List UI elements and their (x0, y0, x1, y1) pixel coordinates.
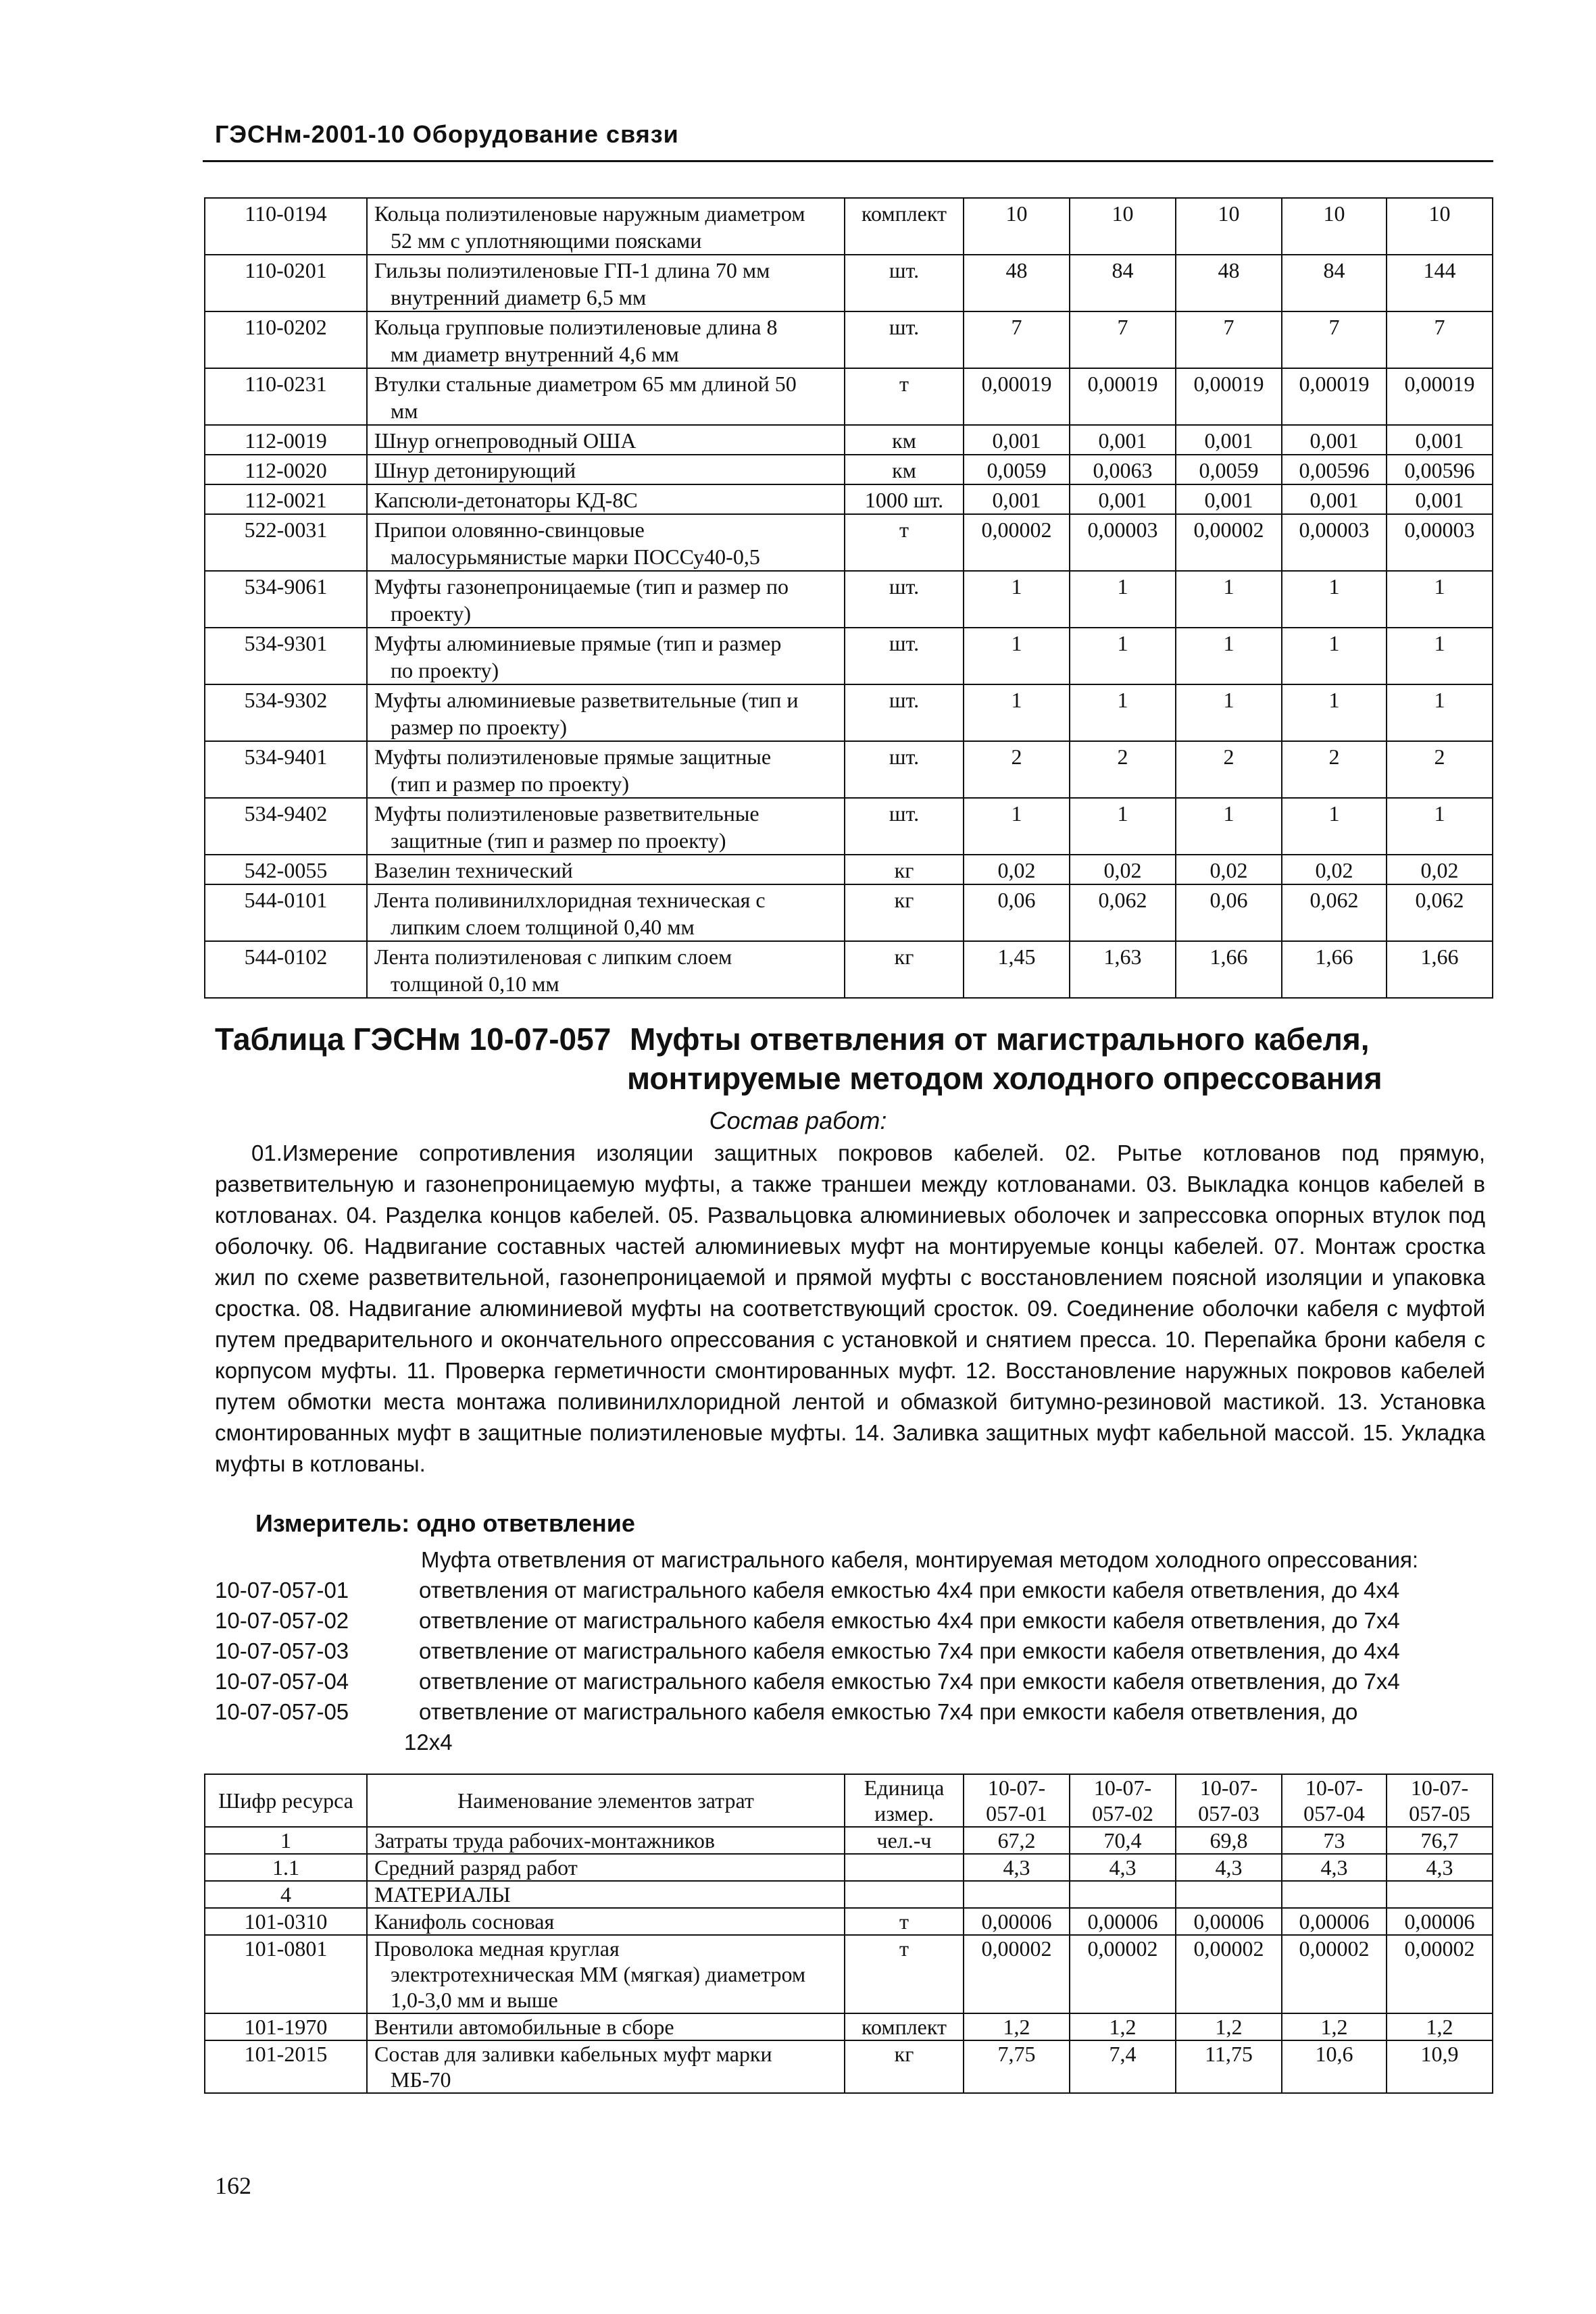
resource-code: 542-0055 (205, 855, 367, 884)
header-rule (203, 160, 1493, 162)
table-row (205, 368, 1493, 425)
resource-unit: комплект (845, 2013, 964, 2040)
norm-value: 1 (1282, 798, 1387, 855)
resource-unit: шт. (845, 628, 964, 684)
header-col-2: 10-07- 057-02 (1070, 1774, 1176, 1827)
norm-value: 0,00002 (964, 1935, 1070, 2013)
resource-code: 4 (205, 1881, 367, 1908)
table-row (205, 741, 1493, 798)
norm-value: 0,00002 (964, 514, 1070, 571)
norm-value: 10 (1176, 198, 1282, 255)
resource-code: 101-0801 (205, 1935, 367, 2013)
norm-value: 1,45 (964, 941, 1070, 998)
norm-value: 7 (1176, 311, 1282, 368)
norm-value: 1 (1176, 628, 1282, 684)
norm-value: 0,001 (1070, 425, 1176, 455)
norm-value: 0,00006 (1176, 1908, 1282, 1935)
resource-code: 534-9401 (205, 741, 367, 798)
header-col-5: 10-07- 057-05 (1387, 1774, 1493, 1827)
resource-name (367, 425, 845, 455)
norm-value: 7 (1070, 311, 1176, 368)
resource-name (367, 198, 845, 255)
resource-name (367, 1908, 845, 1935)
variant-text: ответвление от магистрального кабеля емкостью 7х4 при емкости кабеля ответвления, до 4х4 (419, 1638, 1400, 1663)
norm-value: 1 (1070, 628, 1176, 684)
norm-value: 0,06 (1176, 884, 1282, 941)
norm-value: 1,66 (1176, 941, 1282, 998)
norm-value: 1 (1282, 628, 1387, 684)
resource-name-line: толщиной 0,10 мм (391, 972, 559, 996)
norm-value: 1,2 (964, 2013, 1070, 2040)
norm-value: 2 (1282, 741, 1387, 798)
variant-code: 10-07-057-04 (215, 1669, 349, 1694)
resource-name (367, 741, 845, 798)
norm-value: 2 (1387, 741, 1493, 798)
norm-value: 0,02 (1387, 855, 1493, 884)
norm-value: 10 (1070, 198, 1176, 255)
norm-value: 0,06 (964, 884, 1070, 941)
norm-value: 0,02 (1282, 855, 1387, 884)
norm-value: 0,001 (1176, 484, 1282, 514)
norm-value: 0,00003 (1387, 514, 1493, 571)
table-row (205, 571, 1493, 628)
resource-name (367, 628, 845, 684)
norm-value: 1 (1176, 684, 1282, 741)
running-header: ГЭСНм-2001-10 Оборудование связи (215, 120, 679, 148)
resource-name-line: Муфты алюминиевые разветвительные (тип и (374, 688, 799, 712)
variant-text: ответвления от магистрального кабеля емкостью 4х4 при емкости кабеля ответвления, до 4х4 (419, 1578, 1400, 1603)
table-row (205, 855, 1493, 884)
resource-name (367, 684, 845, 741)
norm-value: 1 (1070, 571, 1176, 628)
norm-value: 10 (1387, 198, 1493, 255)
norm-value: 1,66 (1387, 941, 1493, 998)
norm-value: 0,00019 (1176, 368, 1282, 425)
table-row (205, 255, 1493, 311)
norm-value: 0,0059 (1176, 455, 1282, 484)
variant-item (215, 1605, 1492, 1636)
norm-value: 0,00003 (1070, 514, 1176, 571)
resource-unit: комплект (845, 198, 964, 255)
resource-unit: кг (845, 2040, 964, 2093)
norm-value: 0,02 (1176, 855, 1282, 884)
resource-unit: шт. (845, 798, 964, 855)
resource-name-line: Шнур детонирующий (374, 458, 576, 482)
norm-value: 0,00002 (1387, 1935, 1493, 2013)
norm-value: 4,3 (1176, 1854, 1282, 1881)
resource-name-line: Муфты полиэтиленовые разветвительные (374, 801, 759, 826)
resource-name (367, 255, 845, 311)
norm-value: 7 (964, 311, 1070, 368)
norm-value: 1 (1070, 798, 1176, 855)
norm-value: 11,75 (1176, 2040, 1282, 2093)
resource-code: 544-0102 (205, 941, 367, 998)
norm-value: 0,00002 (1282, 1935, 1387, 2013)
norm-value: 0,062 (1387, 884, 1493, 941)
resource-code: 534-9301 (205, 628, 367, 684)
resource-name (367, 1827, 845, 1854)
resource-code: 112-0019 (205, 425, 367, 455)
resource-unit (845, 1854, 964, 1881)
resource-name-line: Припои оловянно-свинцовые (374, 518, 645, 542)
variant-item (215, 1666, 1492, 1696)
resource-name-line: Средний разряд работ (374, 1855, 578, 1880)
norm-value: 84 (1070, 255, 1176, 311)
resource-unit: т (845, 1908, 964, 1935)
resource-name-line: 52 мм с уплотняющими поясками (391, 228, 702, 253)
resource-table-header (205, 1774, 1493, 1827)
norm-value: 7,4 (1070, 2040, 1176, 2093)
norm-value: 1 (1387, 798, 1493, 855)
norm-value: 0,001 (1387, 484, 1493, 514)
norm-value: 0,001 (1176, 425, 1282, 455)
resource-code: 101-0310 (205, 1908, 367, 1935)
resource-name-line: Гильзы полиэтиленовые ГП-1 длина 70 мм (374, 258, 770, 282)
table-row (205, 1881, 1493, 1908)
resource-unit: км (845, 425, 964, 455)
resource-name-line: МБ-70 (391, 2067, 451, 2092)
composition-text: 01.Измерение сопротивления изоляции защитных покровов кабелей. 02. Рытье котлованов под прямую, разветвительную и газонепроницаемую муфты, а также траншеи между котлованами. 03. Выкладка концов кабелей в котлованах. 04. Разделка концов кабелей. 05. Развальцовка алюминиевых оболочек и запрессовка опорных втулок под оболочку. 06. Надвигание составных частей алюминиевых муфт на монтируемые концы кабелей. 07. Монтаж сростка жил по схеме разветвительной, газонепроницаемой и прямой муфты с восстановлением поясной изоляции и упаковка сростка. 08. Надвигание алюминиевой муфты на соответствующий сросток. 09. Соединение оболочки кабеля с муфтой путем предварительного и окончательного опрессования с установкой и снятием пресса. 10. Перепайка брони кабеля с корпусом муфты. 11. Проверка герметичности смонтированных муфт. 12. Восстановление наружных покровов кабелей путем обмотки места монтажа поливинилхлоридной лентой и обмазкой битумно-резиновой мастикой. 13. Установка смонтированных муфт в защитные полиэтиленовые муфты. 14. Заливка защитных муфт кабельной массой. 15. Укладка муфты в котлованы. (215, 1140, 1485, 1476)
norm-value: 4,3 (1387, 1854, 1493, 1881)
variant-text: ответвление от магистрального кабеля емкостью 7х4 при емкости кабеля ответвления, до 7х4 (419, 1669, 1400, 1694)
norm-value: 0,001 (964, 484, 1070, 514)
resource-unit: шт. (845, 311, 964, 368)
norm-value: 0,001 (964, 425, 1070, 455)
norm-value: 7,75 (964, 2040, 1070, 2093)
norm-value: 0,062 (1070, 884, 1176, 941)
resource-unit: кг (845, 884, 964, 941)
variant-text: ответвление от магистрального кабеля емкостью 7х4 при емкости кабеля ответвления, до (419, 1699, 1358, 1724)
norm-value: 48 (1176, 255, 1282, 311)
table-row (205, 2013, 1493, 2040)
norm-value: 1,2 (1387, 2013, 1493, 2040)
table-row (205, 311, 1493, 368)
table-row (205, 798, 1493, 855)
norm-value: 1,63 (1070, 941, 1176, 998)
norm-value: 1 (1282, 684, 1387, 741)
header-col-1: 10-07- 057-01 (964, 1774, 1070, 1827)
norm-value: 0,00002 (1176, 1935, 1282, 2013)
resource-name-line: Лента поливинилхлоридная техническая с (374, 888, 766, 912)
resource-name-line: защитные (тип и размер по проекту) (391, 828, 726, 853)
norm-value: 1 (964, 628, 1070, 684)
norm-value: 10 (1282, 198, 1387, 255)
resource-unit: кг (845, 941, 964, 998)
resource-unit: т (845, 514, 964, 571)
norm-value: 84 (1282, 255, 1387, 311)
resource-code: 101-2015 (205, 2040, 367, 2093)
table-row (205, 1908, 1493, 1935)
norm-value (1070, 1881, 1176, 1908)
norm-value: 1 (1070, 684, 1176, 741)
resource-name-line: Затраты труда рабочих-монтажников (374, 1828, 715, 1853)
norm-value: 0,001 (1282, 484, 1387, 514)
norm-value: 0,00596 (1387, 455, 1493, 484)
resource-name-line: Капсюли-детонаторы КД-8С (374, 488, 638, 512)
table-row (205, 941, 1493, 998)
norm-value: 1 (964, 571, 1070, 628)
resource-code: 534-9402 (205, 798, 367, 855)
norm-value: 69,8 (1176, 1827, 1282, 1854)
resource-name-line: Втулки стальные диаметром 65 мм длиной 50 (374, 372, 797, 396)
resource-code: 1 (205, 1827, 367, 1854)
table-row (205, 484, 1493, 514)
norm-value: 10,6 (1282, 2040, 1387, 2093)
resource-code: 110-0194 (205, 198, 367, 255)
materials-table-continued (204, 197, 1493, 999)
resource-name-line: Состав для заливки кабельных муфт марки (374, 2042, 772, 2066)
resource-name-line: Муфты алюминиевые прямые (тип и размер (374, 631, 782, 655)
norm-value: 0,062 (1282, 884, 1387, 941)
table-row (205, 1935, 1493, 2013)
resource-unit: т (845, 1935, 964, 2013)
resource-table (204, 1774, 1493, 2094)
resource-name-line: Муфты полиэтиленовые прямые защитные (374, 745, 772, 769)
resource-name-line: (тип и размер по проекту) (391, 772, 630, 796)
norm-value: 48 (964, 255, 1070, 311)
resource-unit: шт. (845, 255, 964, 311)
resource-name-line: мм диаметр внутренний 4,6 мм (391, 342, 679, 366)
resource-name (367, 2040, 845, 2093)
norm-value: 0,00002 (1176, 514, 1282, 571)
norm-value: 0,00019 (964, 368, 1070, 425)
resource-unit: шт. (845, 741, 964, 798)
resource-code: 534-9061 (205, 571, 367, 628)
resource-code: 110-0231 (205, 368, 367, 425)
table-row (205, 425, 1493, 455)
resource-code: 112-0020 (205, 455, 367, 484)
norm-value: 1 (1387, 571, 1493, 628)
variant-item (215, 1636, 1492, 1666)
resource-name (367, 514, 845, 571)
resource-name-line: Канифоль сосновая (374, 1909, 555, 1934)
norm-value: 1 (1282, 571, 1387, 628)
table-row (205, 2040, 1493, 2093)
resource-code: 522-0031 (205, 514, 367, 571)
resource-name (367, 484, 845, 514)
norm-value: 0,0063 (1070, 455, 1176, 484)
resource-code: 534-9302 (205, 684, 367, 741)
table-row (205, 1854, 1493, 1881)
norm-value: 0,00006 (1282, 1908, 1387, 1935)
norm-value (964, 1881, 1070, 1908)
resource-name-line: Кольца групповые полиэтиленовые длина 8 (374, 315, 778, 339)
variants-list (215, 1544, 1492, 1757)
norm-value: 1 (964, 684, 1070, 741)
norm-value: 1,66 (1282, 941, 1387, 998)
resource-name (367, 884, 845, 941)
variant-code: 10-07-057-03 (215, 1638, 349, 1663)
resource-name-line: проекту) (391, 601, 472, 626)
resource-name-line: Муфты газонепроницаемые (тип и размер по (374, 574, 789, 599)
variant-item (215, 1696, 1492, 1727)
norm-value: 1 (1387, 628, 1493, 684)
norm-value: 0,001 (1070, 484, 1176, 514)
norm-value: 67,2 (964, 1827, 1070, 1854)
norm-value: 2 (964, 741, 1070, 798)
norm-value: 1 (1176, 571, 1282, 628)
resource-name-line: мм (391, 399, 418, 423)
resource-name-line: Вентили автомобильные в сборе (374, 2015, 674, 2039)
norm-value: 1,2 (1070, 2013, 1176, 2040)
resource-name (367, 855, 845, 884)
table-row (205, 628, 1493, 684)
resource-name-line: Вазелин технический (374, 858, 573, 882)
table-row (205, 684, 1493, 741)
resource-name (367, 2013, 845, 2040)
resource-name-line: малосурьмянистые марки ПОССу40-0,5 (391, 545, 760, 569)
norm-value: 70,4 (1070, 1827, 1176, 1854)
resource-code: 112-0021 (205, 484, 367, 514)
resource-name (367, 798, 845, 855)
norm-value (1387, 1881, 1493, 1908)
norm-value: 0,001 (1282, 425, 1387, 455)
resource-unit: шт. (845, 684, 964, 741)
norm-value (1282, 1881, 1387, 1908)
resource-name (367, 1854, 845, 1881)
norm-value: 0,00019 (1070, 368, 1176, 425)
resource-name (367, 941, 845, 998)
table-row (205, 1827, 1493, 1854)
variant-text: ответвление от магистрального кабеля емкостью 4х4 при емкости кабеля ответвления, до 7х4 (419, 1608, 1400, 1633)
norm-value: 1 (1387, 684, 1493, 741)
measure-unit: Измеритель: одно ответвление (255, 1509, 635, 1537)
resource-name (367, 1935, 845, 2013)
resource-name-line: Проволока медная круглая (374, 1936, 620, 1961)
norm-value: 1 (964, 798, 1070, 855)
resource-unit (845, 1881, 964, 1908)
resource-code: 110-0201 (205, 255, 367, 311)
resource-name (367, 455, 845, 484)
norm-value: 0,00002 (1070, 1935, 1176, 2013)
norm-value: 7 (1387, 311, 1493, 368)
variant-continuation: 12х4 (404, 1730, 453, 1755)
norm-value: 0,00006 (964, 1908, 1070, 1935)
norm-value: 4,3 (1282, 1854, 1387, 1881)
header-code: Шифр ресурса (205, 1774, 367, 1827)
resource-code: 544-0101 (205, 884, 367, 941)
variant-code: 10-07-057-05 (215, 1699, 349, 1724)
resource-name-line: по проекту) (391, 658, 499, 682)
table-title-line1: Муфты ответвления от магистрального кабеля, (630, 1022, 1370, 1057)
norm-value: 10 (964, 198, 1070, 255)
resource-name-line: электротехническая ММ (мягкая) диаметром (391, 1962, 806, 1986)
norm-value: 4,3 (1070, 1854, 1176, 1881)
resource-name-line: внутренний диаметр 6,5 мм (391, 285, 647, 309)
norm-value: 0,00003 (1282, 514, 1387, 571)
norm-value: 0,00006 (1387, 1908, 1493, 1935)
resource-name (367, 368, 845, 425)
norm-value: 7 (1282, 311, 1387, 368)
variants-intro: Муфта ответвления от магистрального кабеля, монтируемая методом холодного опрессования: (421, 1547, 1419, 1572)
variant-code: 10-07-057-02 (215, 1608, 349, 1633)
variant-item (215, 1575, 1492, 1605)
resource-code: 110-0202 (205, 311, 367, 368)
header-name: Наименование элементов затрат (367, 1774, 845, 1827)
table-row (205, 455, 1493, 484)
composition-heading: Состав работ: (709, 1107, 887, 1134)
resource-name-line: Кольца полиэтиленовые наружным диаметром (374, 201, 805, 226)
norm-value: 0,00019 (1282, 368, 1387, 425)
resource-code: 1.1 (205, 1854, 367, 1881)
norm-value: 76,7 (1387, 1827, 1493, 1854)
norm-value: 0,0059 (964, 455, 1070, 484)
norm-value: 0,02 (1070, 855, 1176, 884)
table-row (205, 198, 1493, 255)
resource-unit: чел.-ч (845, 1827, 964, 1854)
resource-name-line: МАТЕРИАЛЫ (374, 1882, 511, 1907)
resource-unit: т (845, 368, 964, 425)
norm-value: 1,2 (1176, 2013, 1282, 2040)
table-title-line2: монтируемые методом холодного опрессования (627, 1061, 1382, 1096)
resource-code: 101-1970 (205, 2013, 367, 2040)
header-col-3: 10-07- 057-03 (1176, 1774, 1282, 1827)
header-col-4: 10-07- 057-04 (1282, 1774, 1387, 1827)
resource-name (367, 311, 845, 368)
norm-value: 0,00596 (1282, 455, 1387, 484)
norm-value: 1 (1176, 798, 1282, 855)
resource-unit: 1000 шт. (845, 484, 964, 514)
header-unit: Единица измер. (845, 1774, 964, 1827)
resource-unit: шт. (845, 571, 964, 628)
resource-name-line: Лента полиэтиленовая с липким слоем (374, 945, 732, 969)
resource-name (367, 571, 845, 628)
norm-value: 73 (1282, 1827, 1387, 1854)
resource-unit: кг (845, 855, 964, 884)
norm-value (1176, 1881, 1282, 1908)
norm-value: 0,00019 (1387, 368, 1493, 425)
table-row (205, 884, 1493, 941)
resource-name (367, 1881, 845, 1908)
norm-value: 4,3 (964, 1854, 1070, 1881)
norm-value: 10,9 (1387, 2040, 1493, 2093)
resource-name-line: 1,0-3,0 мм и выше (391, 1988, 558, 2012)
variant-code: 10-07-057-01 (215, 1578, 349, 1603)
table-title-label: Таблица ГЭСНм 10-07-057 (215, 1022, 612, 1057)
norm-value: 0,00006 (1070, 1908, 1176, 1935)
norm-value: 0,02 (964, 855, 1070, 884)
resource-name-line: Шнур огнепроводный ОША (374, 428, 637, 453)
norm-value: 2 (1070, 741, 1176, 798)
resource-unit: км (845, 455, 964, 484)
norm-value: 144 (1387, 255, 1493, 311)
norm-value: 2 (1176, 741, 1282, 798)
norm-value: 1,2 (1282, 2013, 1387, 2040)
resource-name-line: липким слоем толщиной 0,40 мм (391, 915, 695, 939)
resource-name-line: размер по проекту) (391, 715, 568, 739)
table-row (205, 514, 1493, 571)
norm-value: 0,001 (1387, 425, 1493, 455)
page-number: 162 (215, 2172, 251, 2199)
